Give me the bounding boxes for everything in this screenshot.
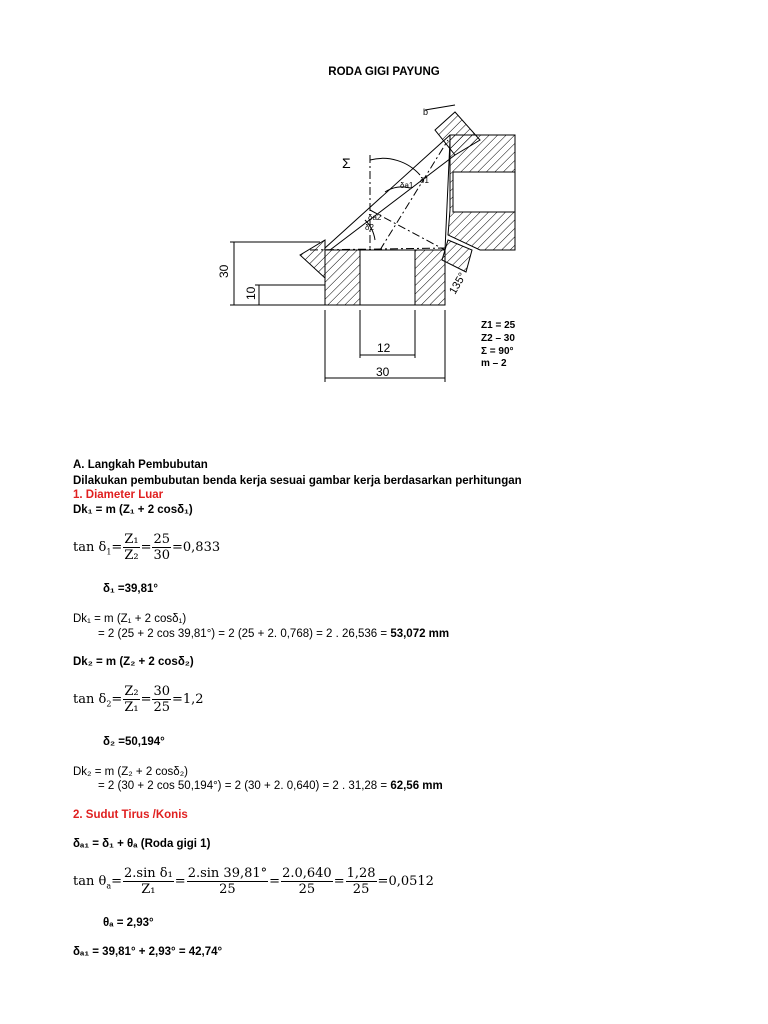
formula-dk2: Dk₂ = m (Z₂ + 2 cosδ₂) xyxy=(73,656,194,668)
theta-result: θₐ = 2,93° xyxy=(103,917,154,929)
dim-30-bottom: 30 xyxy=(376,365,390,379)
section-heading: A. Langkah Pembubutan xyxy=(73,459,208,471)
angle-135: 135° xyxy=(447,270,469,297)
bevel-gear-drawing xyxy=(210,100,570,390)
section-intro: Dilakukan pembubutan benda kerja sesuai gambar kerja berdasarkan perhitungan xyxy=(73,475,522,487)
tan-delta2-equation: $\tan \delta_2=$ $\frac{\text{Z₂}}{\text{Z₁}}$ = $\frac{30}{25}$ =1,2 xyxy=(73,684,204,715)
dk1-line2: = 2 (25 + 2 cos 39,81°) = 2 (25 + 2. 0,768) = 2 . 26,536 = 53,072 mm xyxy=(98,628,450,640)
label-delta-2: δ2 xyxy=(365,223,374,232)
spec-z2: Z2 – 30 xyxy=(481,333,515,344)
spec-m: m – 2 xyxy=(481,358,507,369)
item2-heading: 2. Sudut Tirus /Konis xyxy=(73,809,188,821)
label-sigma: Σ xyxy=(342,155,351,171)
page-title: RODA GIGI PAYUNG xyxy=(328,66,440,78)
tan-theta-equation: $\tan \theta_a=$ $\frac{\text{2.sin δ₁}}{\text{Z₁}}$ = $\frac{2.\sin 39,81^\circ}{25}$ = $\frac{2.0,640}{25}$ = $\frac{1,28}{25}$ =0,0512 xyxy=(73,866,434,897)
gear-lower-bore xyxy=(360,250,415,305)
spec-sigma: Σ = 90° xyxy=(481,346,514,357)
formula-dk1: Dk₁ = m (Z₁ + 2 cosδ₁) xyxy=(73,504,193,516)
dk2-line1: Dk₂ = m (Z₂ + 2 cosδ₂) xyxy=(73,766,189,778)
item1-heading: 1. Diameter Luar xyxy=(73,489,164,501)
formula-delta-a1: δₐ₁ = δ₁ + θₐ (Roda gigi 1) xyxy=(73,838,211,850)
dim-30-vertical: 30 xyxy=(217,264,231,278)
dk2-result: 62,56 mm xyxy=(390,780,443,792)
dk2-line2: = 2 (30 + 2 cos 50,194°) = 2 (30 + 2. 0,640) = 2 . 31,28 = 62,56 mm xyxy=(98,780,443,792)
dim-b: b xyxy=(423,107,429,117)
dk1-line1: Dk₁ = m (Z₁ + 2 cosδ₁) xyxy=(73,613,187,625)
dk1-result: 53,072 mm xyxy=(390,628,450,640)
dim-12: 12 xyxy=(377,341,391,355)
label-delta-a1: δa1 xyxy=(400,181,414,190)
spec-z1: Z1 = 25 xyxy=(481,320,516,331)
label-delta-a2: δa2 xyxy=(368,213,382,222)
delta1-result: δ₁ =39,81° xyxy=(103,583,159,595)
dim-10: 10 xyxy=(244,286,258,300)
delta-a1-final: δₐ₁ = 39,81° + 2,93° = 42,74° xyxy=(73,946,223,958)
label-delta-1: δ1 xyxy=(420,176,429,185)
tan-delta1-equation: $\tan \delta_1=$ $\frac{\text{Z₁}}{\text{Z₂}}$ = $\frac{25}{30}$ =0,833 xyxy=(73,532,221,563)
delta2-result: δ₂ =50,194° xyxy=(103,736,165,748)
gear-upper-bore xyxy=(453,172,515,212)
